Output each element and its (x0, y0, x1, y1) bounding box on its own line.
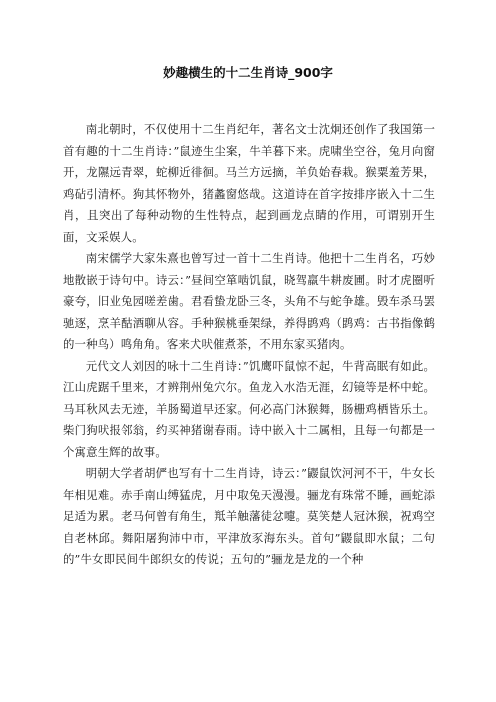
document-body (63, 119, 435, 571)
paragraph: 元代文人刘因的咏十二生肖诗：”饥鹰吓鼠惊不起，牛背高眠有如此。江山虎踞千里来，才辨荆州兔穴尔。鱼龙入水浩无涯，幻镜等是杯中蛇。马耳秋风去无迹，羊肠蜀道早还家。何必高门沐猴舞，肠栅鸡栖皆乐土。柴门狗吠报邻翁，约买神猪谢春雨。诗中嵌入十二属相，且每一句都是一个寓意生辉的故事。 (63, 358, 435, 459)
document-title: 妙趣横生的十二生肖诗_900字 (163, 65, 333, 80)
paragraph: 明朝大学者胡俨也写有十二生肖诗，诗云：”鼹鼠饮河河不干，牛女长年相见难。赤手南山缚猛虎，月中取兔天漫漫。骊龙有珠常不睡，画蛇添足适为累。老马何曾有角生，羝羊触藩徒忿嚏。莫笑楚人冠沐猴，祝鸡空自老林邱。舞阳屠狗沛中市，平津放豕海东头。首句”鼹鼠即水鼠；二句的”牛女即民间牛郎织女的传说；五句的”骊龙是龙的一个种 (63, 466, 435, 566)
paragraph: 南宋儒学大家朱熹也曾写过一首十二生肖诗。他把十二生肖名，巧妙地散嵌于诗句中。诗云：”昼间空箪啮饥鼠，晓驾羸牛耕废圃。时才虎圈听豪夸，旧业兔园嗟差歯。君看蛰龙卧三冬，头角不与蛇争雄。毁车杀马罢驰逐，烹羊酤酒聊从容。手种猴桃垂架绿，养得鹍鸡（鹍鸡：古书指像鹤的一种鸟）鸣角角。客来犬吠催煮茶，不用东家买猪肉。 (63, 251, 435, 351)
paragraph: 南北朝时，不仅使用十二生肖纪年，著名文士沈炯还创作了我国第一首有趣的十二生肖诗：”鼠迹生尘案，牛羊暮下来。虎啸坐空谷，兔月向窗开，龙隰远青翠，蛇柳近徘徊。马兰方远摘，羊负始春栽。猴粟羞芳果，鸡砧引清杯。狗其怀物外，猪蠡窗悠哉。这道诗在首字按排序嵌入十二生肖，且突出了每种动物的生性特点，起到画龙点睛的作用，可谓别开生面，文采娱人。 (63, 122, 435, 244)
